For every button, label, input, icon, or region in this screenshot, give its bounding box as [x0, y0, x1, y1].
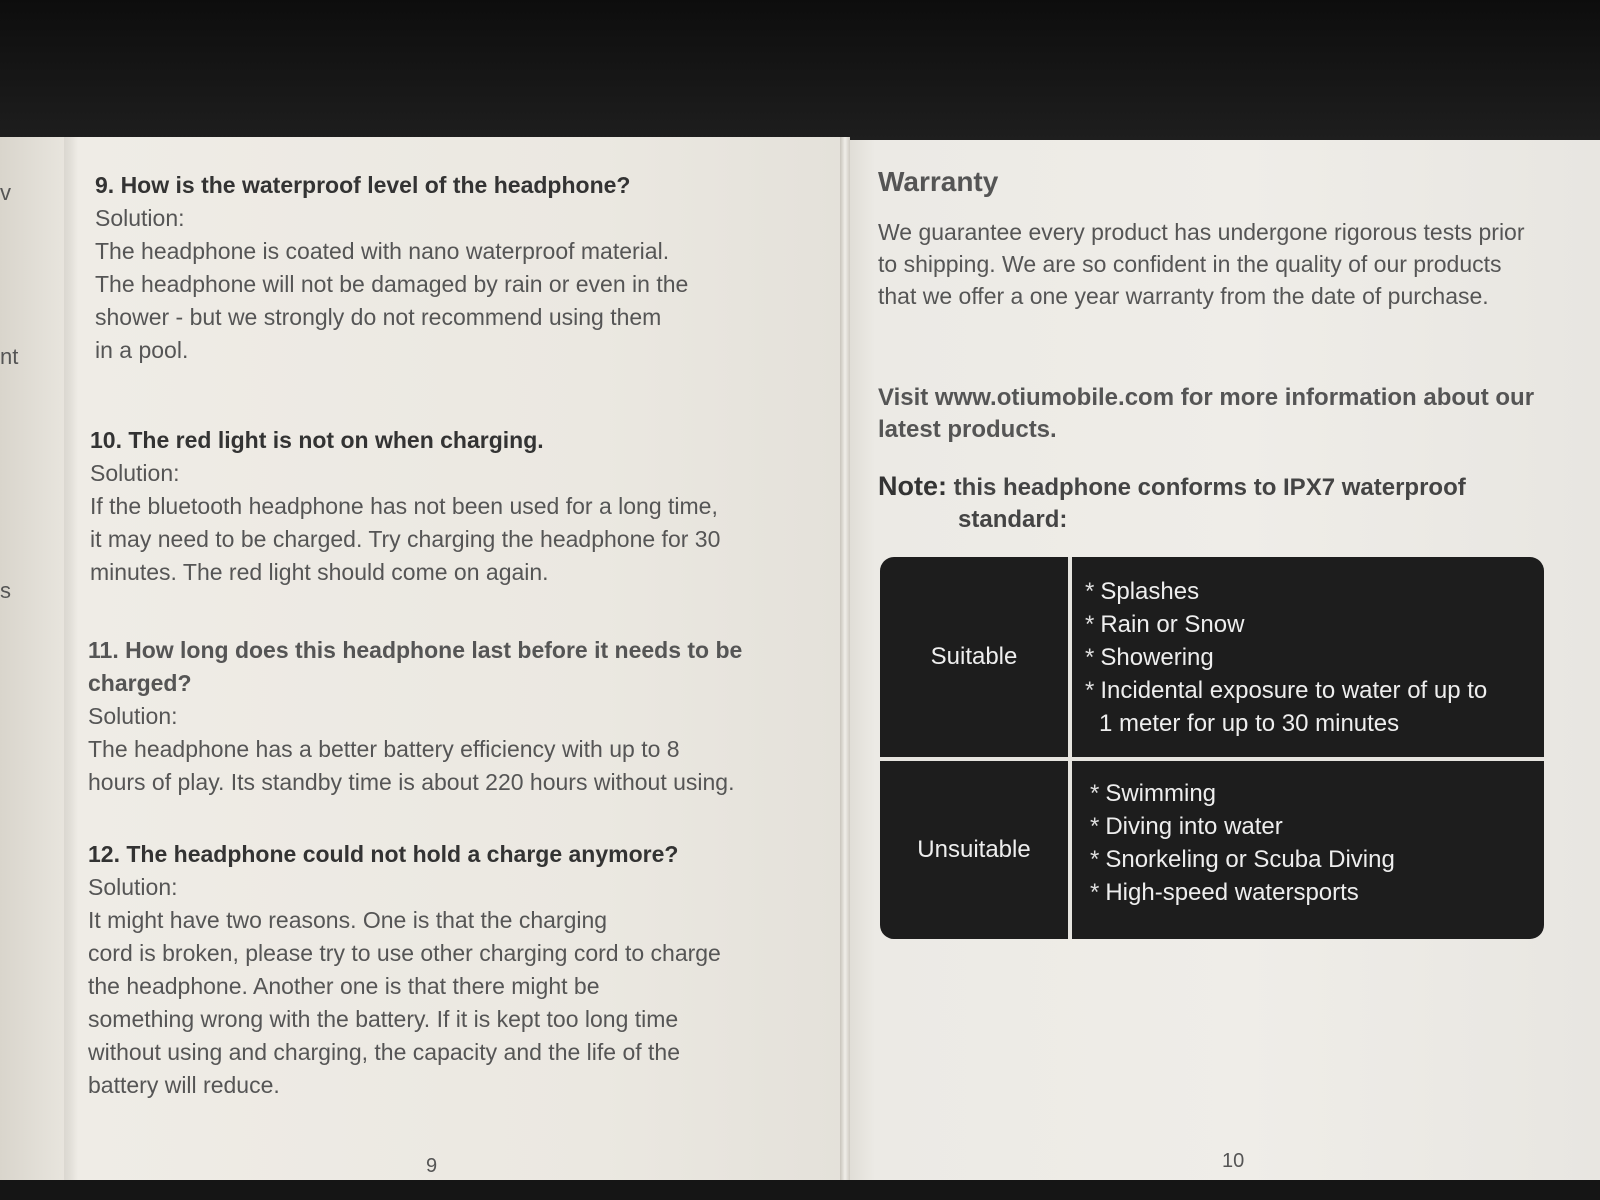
- page-number: 10: [1222, 1150, 1245, 1172]
- faq-item-11: [88, 634, 828, 799]
- edge-fragment: v: [0, 180, 11, 205]
- list-item: * Showering: [1085, 644, 1214, 671]
- solution-label: Solution:: [95, 205, 185, 231]
- faq-item-10: [90, 424, 830, 589]
- suitable-label: Suitable: [930, 643, 1018, 670]
- faq-item-9: [95, 169, 815, 367]
- warranty-title: Warranty: [878, 166, 999, 197]
- warranty-body: We guarantee every product has undergone rigorous tests prior to shipping. We are so confident in the quality of our products that we offer a one year warranty from the date of purchase.: [878, 219, 1525, 309]
- list-item: * Splashes: [1085, 578, 1200, 605]
- background-top: [0, 0, 1600, 150]
- list-item: * Incidental exposure to water of up to: [1085, 677, 1488, 704]
- faq-item-12: [88, 838, 828, 1102]
- faq-answer: The headphone is coated with nano waterproof material. The headphone will not be damaged by rain or even in the shower - but we strongly do not recommend using them in a pool.: [95, 238, 689, 363]
- edge-fragment: nt: [0, 344, 19, 369]
- table-row-unsuitable: [880, 761, 1544, 939]
- list-item: * Rain or Snow: [1085, 611, 1245, 638]
- faq-answer: If the bluetooth headphone has not been used for a long time, it may need to be charged. Try charging the headphone for 30 minutes. The red light should come on again.: [90, 493, 721, 585]
- list-item: * Snorkeling or Scuba Diving: [1090, 846, 1395, 873]
- list-item-continuation: 1 meter for up to 30 minutes: [1099, 710, 1400, 737]
- faq-question: 11. How long does this headphone last before it needs to be charged?: [88, 637, 743, 696]
- faq-question: 12. The headphone could not hold a charge anymore?: [88, 841, 679, 867]
- page-number: 9: [426, 1155, 438, 1177]
- faq-question: 9. How is the waterproof level of the headphone?: [95, 172, 631, 198]
- ipx7-suitability-table: [880, 557, 1544, 939]
- faq-answer: The headphone has a better battery efficiency with up to 8 hours of play. Its standby time is about 220 hours without using.: [88, 736, 735, 795]
- unsuitable-list: [1090, 777, 1395, 909]
- left-page-fold: [64, 137, 78, 1183]
- list-item: * High-speed watersports: [1090, 879, 1359, 906]
- suitable-list: [1085, 575, 1487, 740]
- faq-question: 10. The red light is not on when charging.: [90, 427, 544, 453]
- table-row-suitable: [880, 557, 1544, 757]
- list-item: * Diving into water: [1090, 813, 1283, 840]
- background-bottom: [0, 1180, 1600, 1200]
- note-text-continued: standard:: [958, 506, 1068, 533]
- solution-label: Solution:: [88, 703, 178, 729]
- list-item: * Swimming: [1090, 780, 1217, 807]
- edge-fragment: s: [0, 578, 11, 603]
- faq-answer: It might have two reasons. One is that the charging cord is broken, please try to use other charging cord to charge the headphone. Another one is that there might be something wrong with the battery. If it is kept too long time without using and charging, the capacity and the life of the battery will reduce.: [88, 907, 721, 1098]
- note-label: Note:: [878, 471, 947, 501]
- ipx7-note: [878, 470, 1558, 536]
- visit-website-text: Visit www.otiumobile.com for more information about our latest products.: [878, 384, 1535, 443]
- solution-label: Solution:: [88, 874, 178, 900]
- note-text: this headphone conforms to IPX7 waterproof: [953, 474, 1466, 501]
- solution-label: Solution:: [90, 460, 180, 486]
- book-gutter: [840, 137, 850, 1183]
- unsuitable-label: Unsuitable: [917, 836, 1031, 863]
